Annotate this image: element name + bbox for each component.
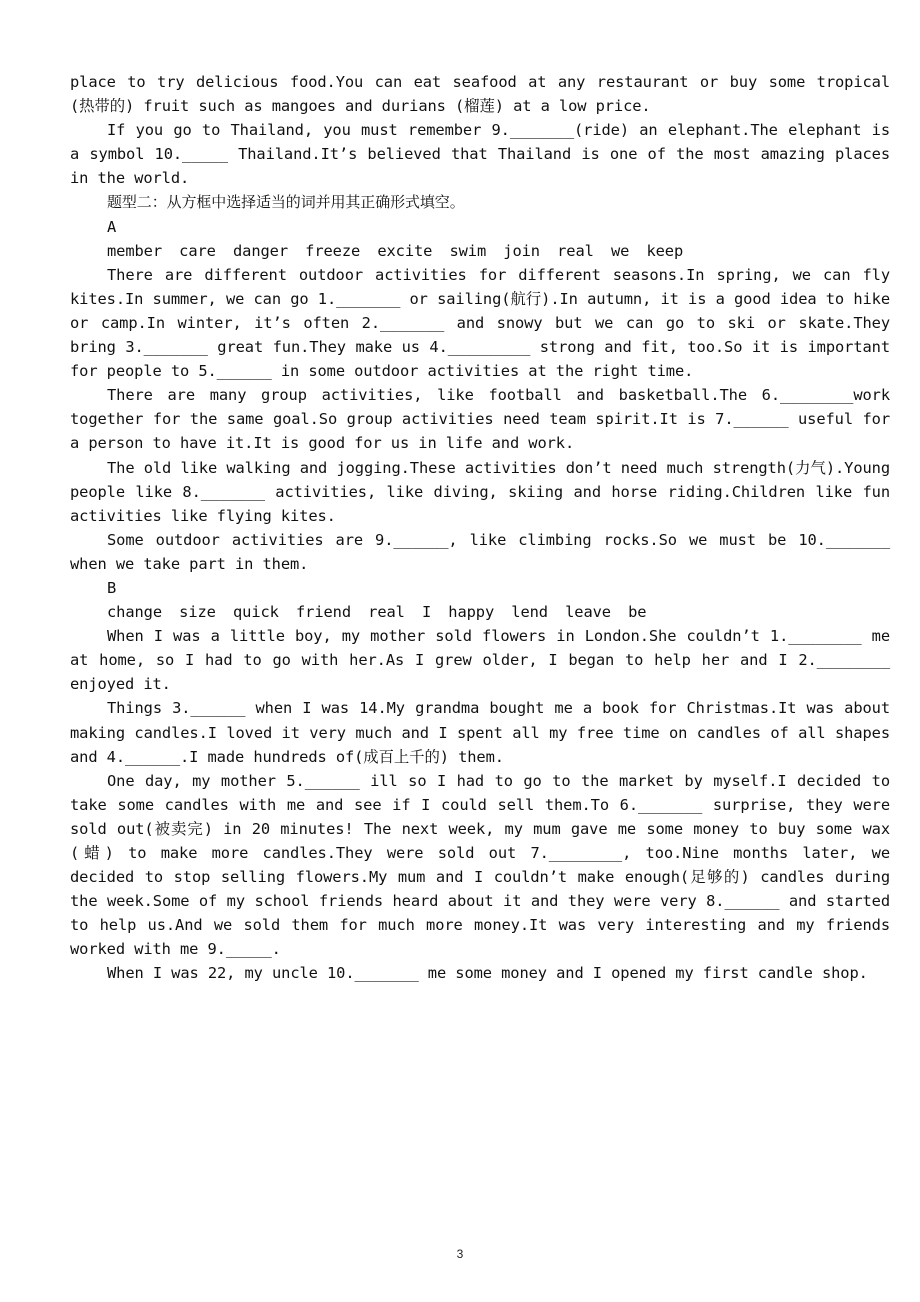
part-a-paragraph-1: There are different outdoor activities for different seasons.In spring, we can fly kites.In summer, we can go 1._______ or sailing(航行).In autumn, it is a good idea to hike or camp.In winter, it’s often 2._______ and snowy but we can go to ski or skate.They bring 3._______ great fun.They make us 4._________ strong and fit, too.So it is important for people to 5.______ in some outdoor activities at the right time.: [70, 265, 890, 381]
part-a-word-bank: member care danger freeze excite swim join real we keep: [107, 241, 684, 260]
section-heading: 题型二：从方框中选择适当的词并用其正确形式填空。: [107, 193, 465, 212]
page-number: 3: [456, 1247, 464, 1261]
part-a-label: A: [107, 217, 117, 236]
part-b-paragraph-3: One day, my mother 5.______ ill so I had to go to the market by myself.I decided to take some candles with me and see if I could sell them.To 6._______ surprise, they were sold out(被卖完) in 20 minutes! The next week, my mum gave me some money to buy some wax (蜡) to make more candles.They were sold out 7.________, too.Nine months later, we decided to stop selling flowers.My mum and I couldn’t make enough(足够的) candles during the week.Some of my school friends heard about it and they were very 8.______ and started to help us.And we sold them for much more money.It was very interesting and my friends worked with me 9._____.: [70, 771, 890, 959]
part-b-word-bank: change size quick friend real I happy lend leave be: [107, 603, 647, 622]
part-b-label: B: [107, 578, 117, 597]
part-a-paragraph-3: The old like walking and jogging.These activities don’t need much strength(力气).Young people like 8._______ activities, like diving, skiing and horse riding.Children like fun activities like flying kites.: [70, 458, 890, 525]
paragraph-thailand: If you go to Thailand, you must remember 9._______(ride) an elephant.The elephant is a symbol 10._____ Thailand.It’s believed that Thailand is one of the most amazing places in the world.: [70, 121, 890, 188]
part-b-paragraph-4: When I was 22, my uncle 10._______ me some money and I opened my first candle shop.: [107, 964, 868, 983]
document-page: [70, 70, 890, 986]
part-b-paragraph-1: When I was a little boy, my mother sold flowers in London.She couldn’t 1.________ me at home, so I had to go with her.As I grew older, I began to help her and I 2.________ enjoyed it.: [70, 627, 890, 694]
part-a-paragraph-2: There are many group activities, like football and basketball.The 6.________work together for the same goal.So group activities need team spirit.It is 7.______ useful for a person to have it.It is good for us in life and work.: [70, 386, 890, 453]
part-a-paragraph-4: Some outdoor activities are 9.______, like climbing rocks.So we must be 10._______ when we take part in them.: [70, 530, 890, 573]
paragraph-continuation: place to try delicious food.You can eat seafood at any restaurant or buy some tropical (热带的) fruit such as mangoes and durians (榴莲) at a low price.: [70, 73, 890, 116]
part-b-paragraph-2: Things 3.______ when I was 14.My grandma bought me a book for Christmas.It was about making candles.I loved it very much and I spent all my free time on candles of all shapes and 4.______.I made hundreds of(成百上千的) them.: [70, 699, 890, 766]
